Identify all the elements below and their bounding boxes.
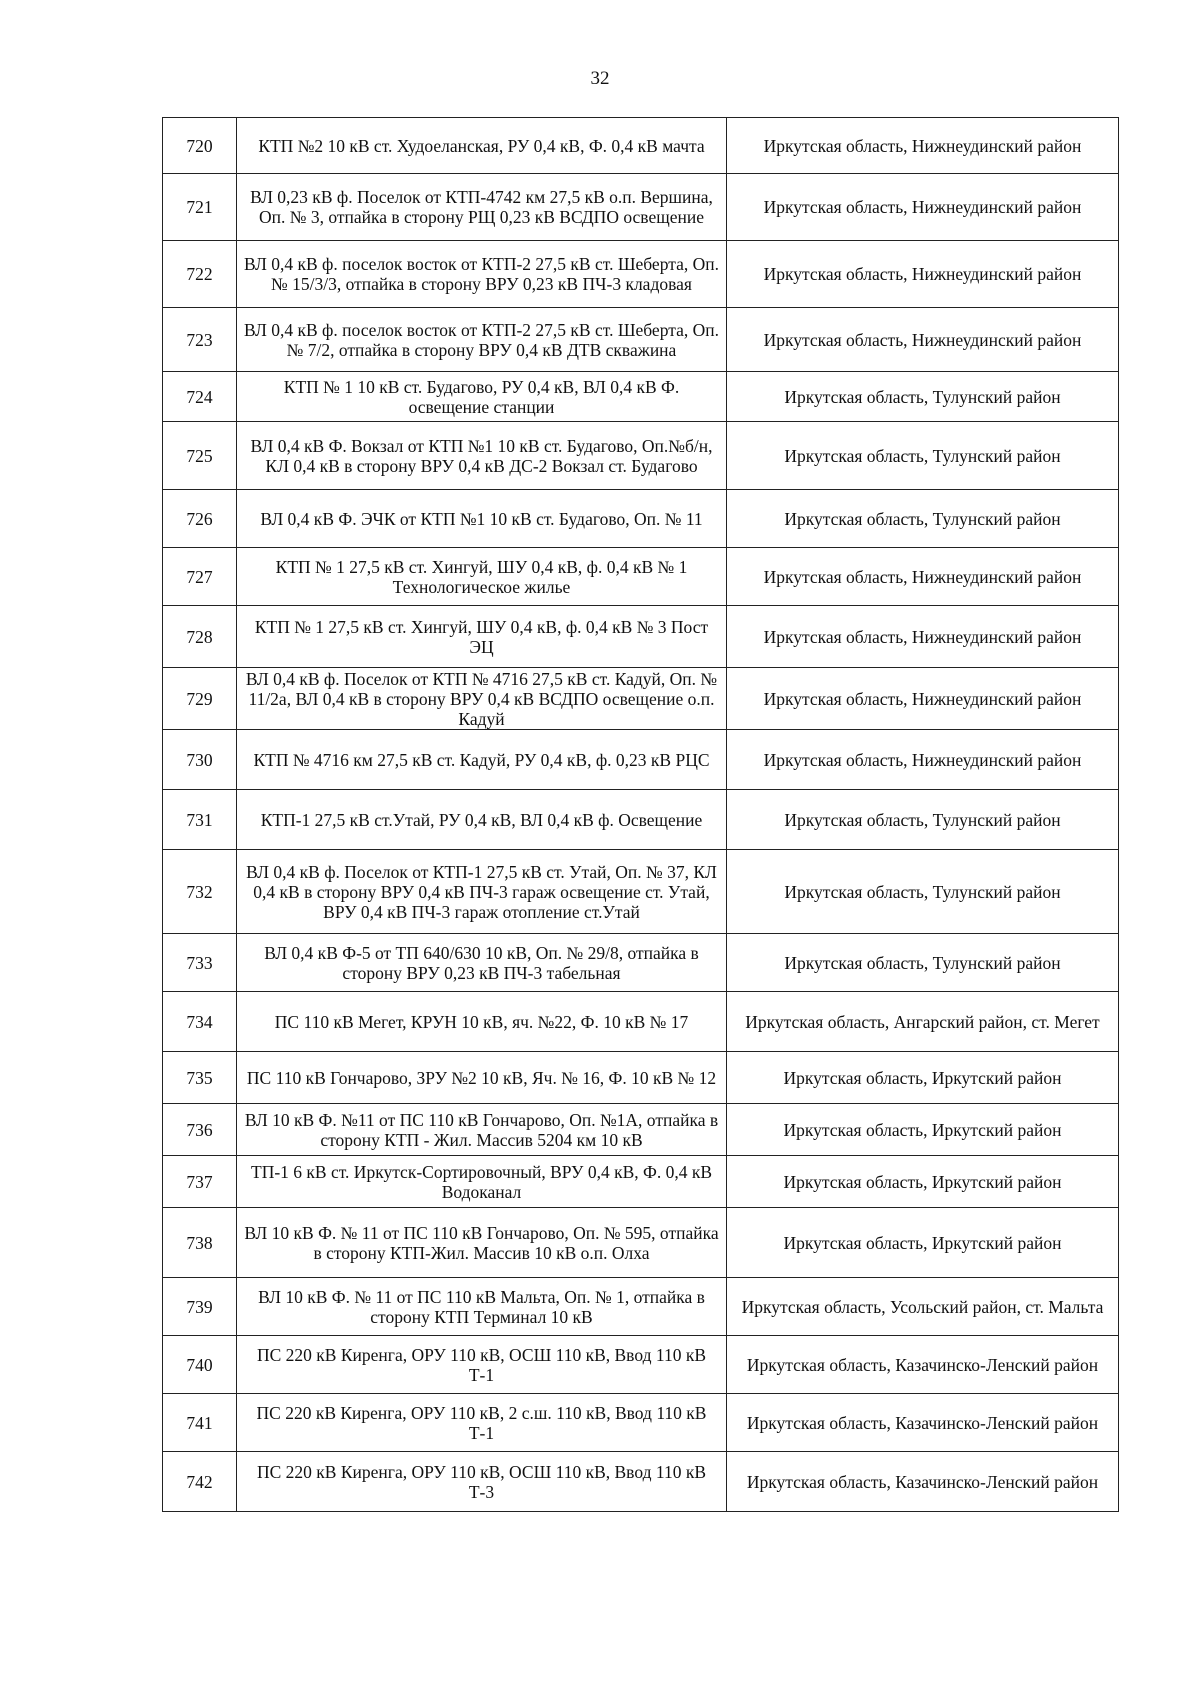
- object-name: ПС 110 кВ Мегет, КРУН 10 кВ, яч. №22, Ф. 10 кВ № 17: [237, 992, 727, 1052]
- table-row: [163, 606, 1119, 668]
- registry-body: [163, 118, 1119, 1512]
- object-location: Иркутская область, Тулунский район: [727, 372, 1119, 422]
- object-name: ВЛ 10 кВ Ф. №11 от ПС 110 кВ Гончарово, Оп. №1А, отпайка в сторону КТП - Жил. Массив 5204 км 10 кВ: [237, 1104, 727, 1156]
- object-name: ВЛ 0,4 кВ ф. Поселок от КТП-1 27,5 кВ ст. Утай, Оп. № 37, КЛ 0,4 кВ в сторону ВРУ 0,4 кВ ПЧ-3 гараж освещение ст. Утай, ВРУ 0,4 кВ ПЧ-3 гараж отопление ст.Утай: [237, 850, 727, 934]
- row-number: 727: [163, 548, 237, 606]
- row-number: 736: [163, 1104, 237, 1156]
- row-number: 734: [163, 992, 237, 1052]
- row-number: 737: [163, 1156, 237, 1208]
- row-number: 732: [163, 850, 237, 934]
- row-number: 721: [163, 174, 237, 241]
- object-location: Иркутская область, Тулунский район: [727, 790, 1119, 850]
- row-number: 739: [163, 1278, 237, 1336]
- object-location: Иркутская область, Казачинско-Ленский район: [727, 1336, 1119, 1394]
- row-number: 728: [163, 606, 237, 668]
- row-number: 720: [163, 118, 237, 174]
- object-location: Иркутская область, Иркутский район: [727, 1208, 1119, 1278]
- object-name: КТП № 4716 км 27,5 кВ ст. Кадуй, РУ 0,4 кВ, ф. 0,23 кВ РЦС: [237, 730, 727, 790]
- table-row: [163, 790, 1119, 850]
- row-number: 726: [163, 490, 237, 548]
- table-row: [163, 992, 1119, 1052]
- table-row: [163, 934, 1119, 992]
- object-location: Иркутская область, Иркутский район: [727, 1156, 1119, 1208]
- table-row: [163, 730, 1119, 790]
- object-location: Иркутская область, Иркутский район: [727, 1052, 1119, 1104]
- table-row: [163, 372, 1119, 422]
- object-name: ПС 220 кВ Киренга, ОРУ 110 кВ, ОСШ 110 кВ, Ввод 110 кВ Т-3: [237, 1452, 727, 1512]
- object-name: ПС 220 кВ Киренга, ОРУ 110 кВ, 2 с.ш. 110 кВ, Ввод 110 кВ Т-1: [237, 1394, 727, 1452]
- table-row: [163, 174, 1119, 241]
- row-number: 731: [163, 790, 237, 850]
- row-number: 738: [163, 1208, 237, 1278]
- object-location: Иркутская область, Нижнеудинский район: [727, 174, 1119, 241]
- object-location: Иркутская область, Тулунский район: [727, 850, 1119, 934]
- table-row: [163, 1104, 1119, 1156]
- object-location: Иркутская область, Нижнеудинский район: [727, 548, 1119, 606]
- table-row: [163, 1156, 1119, 1208]
- row-number: 741: [163, 1394, 237, 1452]
- object-name: ВЛ 0,4 кВ Ф-5 от ТП 640/630 10 кВ, Оп. № 29/8, отпайка в сторону ВРУ 0,23 кВ ПЧ-3 табельная: [237, 934, 727, 992]
- object-location: Иркутская область, Нижнеудинский район: [727, 308, 1119, 372]
- object-name: ПС 110 кВ Гончарово, ЗРУ №2 10 кВ, Яч. № 16, Ф. 10 кВ № 12: [237, 1052, 727, 1104]
- object-name: КТП № 1 27,5 кВ ст. Хингуй, ШУ 0,4 кВ, ф. 0,4 кВ № 1 Технологическое жилье: [237, 548, 727, 606]
- object-location: Иркутская область, Нижнеудинский район: [727, 606, 1119, 668]
- row-number: 742: [163, 1452, 237, 1512]
- row-number: 729: [163, 668, 237, 730]
- table-row: [163, 850, 1119, 934]
- row-number: 725: [163, 422, 237, 490]
- object-location: Иркутская область, Нижнеудинский район: [727, 241, 1119, 308]
- object-location: Иркутская область, Тулунский район: [727, 490, 1119, 548]
- page-number: 32: [590, 68, 610, 89]
- object-name: КТП №2 10 кВ ст. Худоеланская, РУ 0,4 кВ, Ф. 0,4 кВ мачта: [237, 118, 727, 174]
- object-name: КТП № 1 27,5 кВ ст. Хингуй, ШУ 0,4 кВ, ф. 0,4 кВ № 3 Пост ЭЦ: [237, 606, 727, 668]
- table-row: [163, 668, 1119, 730]
- object-name: ВЛ 10 кВ Ф. № 11 от ПС 110 кВ Гончарово, Оп. № 595, отпайка в сторону КТП-Жил. Массив 10 кВ о.п. Олха: [237, 1208, 727, 1278]
- table-row: [163, 118, 1119, 174]
- table-row: [163, 308, 1119, 372]
- table-row: [163, 1278, 1119, 1336]
- object-name: КТП № 1 10 кВ ст. Будагово, РУ 0,4 кВ, ВЛ 0,4 кВ Ф. освещение станции: [237, 372, 727, 422]
- table-row: [163, 241, 1119, 308]
- row-number: 722: [163, 241, 237, 308]
- object-name: КТП-1 27,5 кВ ст.Утай, РУ 0,4 кВ, ВЛ 0,4 кВ ф. Освещение: [237, 790, 727, 850]
- row-number: 723: [163, 308, 237, 372]
- object-location: Иркутская область, Усольский район, ст. Мальта: [727, 1278, 1119, 1336]
- object-location: Иркутская область, Тулунский район: [727, 934, 1119, 992]
- table-row: [163, 1394, 1119, 1452]
- table-row: [163, 1208, 1119, 1278]
- object-location: Иркутская область, Нижнеудинский район: [727, 118, 1119, 174]
- object-name: ВЛ 0,4 кВ ф. поселок восток от КТП-2 27,5 кВ ст. Шеберта, Оп. № 15/3/3, отпайка в сторону ВРУ 0,23 кВ ПЧ-3 кладовая: [237, 241, 727, 308]
- object-location: Иркутская область, Тулунский район: [727, 422, 1119, 490]
- object-name: ВЛ 10 кВ Ф. № 11 от ПС 110 кВ Мальта, Оп. № 1, отпайка в сторону КТП Терминал 10 кВ: [237, 1278, 727, 1336]
- object-name: ВЛ 0,23 кВ ф. Поселок от КТП-4742 км 27,5 кВ о.п. Вершина, Оп. № 3, отпайка в сторону РЩ 0,23 кВ ВСДПО освещение: [237, 174, 727, 241]
- object-name: ВЛ 0,4 кВ Ф. ЭЧК от КТП №1 10 кВ ст. Будагово, Оп. № 11: [237, 490, 727, 548]
- object-location: Иркутская область, Нижнеудинский район: [727, 730, 1119, 790]
- table-row: [163, 1336, 1119, 1394]
- table-row: [163, 422, 1119, 490]
- table-row: [163, 1452, 1119, 1512]
- row-number: 724: [163, 372, 237, 422]
- table-row: [163, 1052, 1119, 1104]
- object-location: Иркутская область, Нижнеудинский район: [727, 668, 1119, 730]
- object-name: ВЛ 0,4 кВ ф. поселок восток от КТП-2 27,5 кВ ст. Шеберта, Оп. № 7/2, отпайка в сторону ВРУ 0,4 кВ ДТВ скважина: [237, 308, 727, 372]
- row-number: 730: [163, 730, 237, 790]
- object-location: Иркутская область, Казачинско-Ленский район: [727, 1394, 1119, 1452]
- object-location: Иркутская область, Ангарский район, ст. Мегет: [727, 992, 1119, 1052]
- object-name: ВЛ 0,4 кВ ф. Поселок от КТП № 4716 27,5 кВ ст. Кадуй, Оп. № 11/2а, ВЛ 0,4 кВ в сторону ВРУ 0,4 кВ ВСДПО освещение о.п. Кадуй: [237, 668, 727, 730]
- row-number: 740: [163, 1336, 237, 1394]
- table-row: [163, 548, 1119, 606]
- object-location: Иркутская область, Казачинско-Ленский район: [727, 1452, 1119, 1512]
- registry-table: [162, 117, 1119, 1512]
- row-number: 733: [163, 934, 237, 992]
- table-row: [163, 490, 1119, 548]
- object-location: Иркутская область, Иркутский район: [727, 1104, 1119, 1156]
- row-number: 735: [163, 1052, 237, 1104]
- object-name: ВЛ 0,4 кВ Ф. Вокзал от КТП №1 10 кВ ст. Будагово, Оп.№б/н, КЛ 0,4 кВ в сторону ВРУ 0,4 кВ ДС-2 Вокзал ст. Будагово: [237, 422, 727, 490]
- object-name: ПС 220 кВ Киренга, ОРУ 110 кВ, ОСШ 110 кВ, Ввод 110 кВ Т-1: [237, 1336, 727, 1394]
- object-name: ТП-1 6 кВ ст. Иркутск-Сортировочный, ВРУ 0,4 кВ, Ф. 0,4 кВ Водоканал: [237, 1156, 727, 1208]
